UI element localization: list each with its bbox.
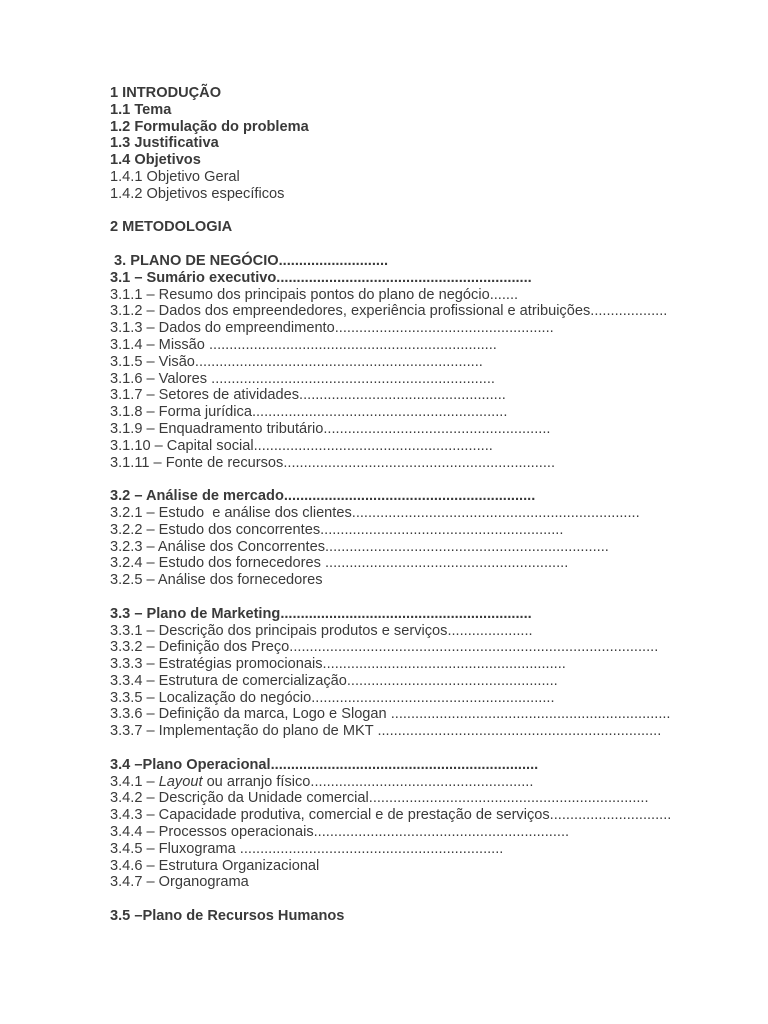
toc-item-3-1-4: 3.1.4 – Missão ....................................................................... [110, 336, 497, 353]
toc-section-2: 2 METODOLOGIA [110, 219, 233, 236]
toc-item-1-2: 1.2 Formulação do problema [110, 118, 309, 135]
toc-item-3-3-1: 3.3.1 – Descrição dos principais produtos e serviços..................... [110, 622, 533, 639]
toc-item-3-1-11: 3.1.11 – Fonte de recursos................................................................... [110, 454, 555, 471]
toc-item-3-4-6: 3.4.6 – Estrutura Organizacional [110, 857, 320, 874]
toc-item-3-2-4: 3.2.4 – Estudo dos fornecedores ............................................................ [110, 555, 569, 572]
toc-item-3-1-7: 3.1.7 – Setores de atividades................................................... [110, 387, 506, 404]
toc-item-3-1-8: 3.1.8 – Forma jurídica............................................................... [110, 404, 508, 421]
toc-item-3-2-1: 3.2.1 – Estudo e análise dos clientes....................................................................... [110, 504, 640, 521]
toc-item-3-4-1-italic: Layout [158, 773, 203, 790]
toc-item-3-4-7: 3.4.7 – Organograma [110, 874, 249, 891]
toc-item-3-4-1 [110, 774, 750, 791]
toc-item-3-2-3: 3.2.3 – Análise dos Concorrentes...................................................................... [110, 538, 609, 555]
toc-item-3-1-6: 3.1.6 – Valores ...................................................................... [110, 370, 495, 387]
toc-item-3-3-3: 3.3.3 – Estratégias promocionais............................................................ [110, 656, 566, 673]
toc-item-3-3-2: 3.3.2 – Definição dos Preço........................................................................................... [110, 639, 659, 656]
toc-item-3-3-5: 3.3.5 – Localização do negócio............................................................ [110, 689, 555, 706]
toc-item-1-4-2: 1.4.2 Objetivos específicos [110, 185, 285, 202]
toc-item-1-4-1: 1.4.1 Objetivo Geral [110, 168, 240, 185]
toc-item-1-1: 1.1 Tema [110, 101, 172, 118]
toc-item-3-3: 3.3 – Plano de Marketing.............................................................. [110, 605, 532, 622]
toc-item-3-2: 3.2 – Análise de mercado.............................................................. [110, 488, 536, 505]
toc-item-3-4-5: 3.4.5 – Fluxograma ................................................................. [110, 840, 504, 857]
toc-item-3-4-2: 3.4.2 – Descrição da Unidade comercial..................................................................... [110, 790, 649, 807]
toc-item-3-1-10: 3.1.10 – Capital social........................................................... [110, 437, 493, 454]
toc-item-3-1: 3.1 – Sumário executivo............................................................... [110, 269, 532, 286]
toc-item-1-3: 1.3 Justificativa [110, 135, 219, 152]
toc-section-1: 1 INTRODUÇÃO [110, 85, 222, 101]
toc-item-3-4: 3.4 –Plano Operacional.................................................................. [110, 756, 539, 773]
toc-item-3-4-3: 3.4.3 – Capacidade produtiva, comercial e de prestação de serviços.............................. [110, 807, 672, 824]
toc-item-3-2-5: 3.2.5 – Análise dos fornecedores [110, 572, 323, 589]
toc-item-3-4-1-rest: ou arranjo físico....................................................... [202, 773, 534, 790]
toc-item-3-4-4: 3.4.4 – Processos operacionais............................................................... [110, 824, 570, 841]
toc-item-3-1-3: 3.1.3 – Dados do empreendimento...................................................... [110, 320, 554, 337]
toc-item-3-1-5: 3.1.5 – Visão....................................................................... [110, 353, 483, 370]
toc-item-3-1-1: 3.1.1 – Resumo dos principais pontos do plano de negócio....... [110, 286, 519, 303]
toc-item-3-4-1-prefix: 3.4.1 – [110, 773, 159, 790]
toc-section-3: 3. PLANO DE NEGÓCIO........................... [114, 252, 389, 269]
toc-item-3-3-7: 3.3.7 – Implementação do plano de MKT ...................................................................... [110, 723, 662, 740]
toc-item-3-3-4: 3.3.4 – Estrutura de comercialização.................................................... [110, 672, 558, 689]
toc-item-3-5: 3.5 –Plano de Recursos Humanos [110, 908, 345, 925]
toc-item-3-2-2: 3.2.2 – Estudo dos concorrentes............................................................ [110, 521, 564, 538]
toc-item-3-3-6: 3.3.6 – Definição da marca, Logo e Slogan ..................................................................... [110, 706, 671, 723]
table-of-contents [110, 85, 750, 925]
toc-item-3-1-2: 3.1.2 – Dados dos empreendedores, experiência profissional e atribuições................... [110, 303, 668, 320]
toc-item-3-1-9: 3.1.9 – Enquadramento tributário........................................................ [110, 420, 551, 437]
toc-item-1-4: 1.4 Objetivos [110, 152, 201, 169]
